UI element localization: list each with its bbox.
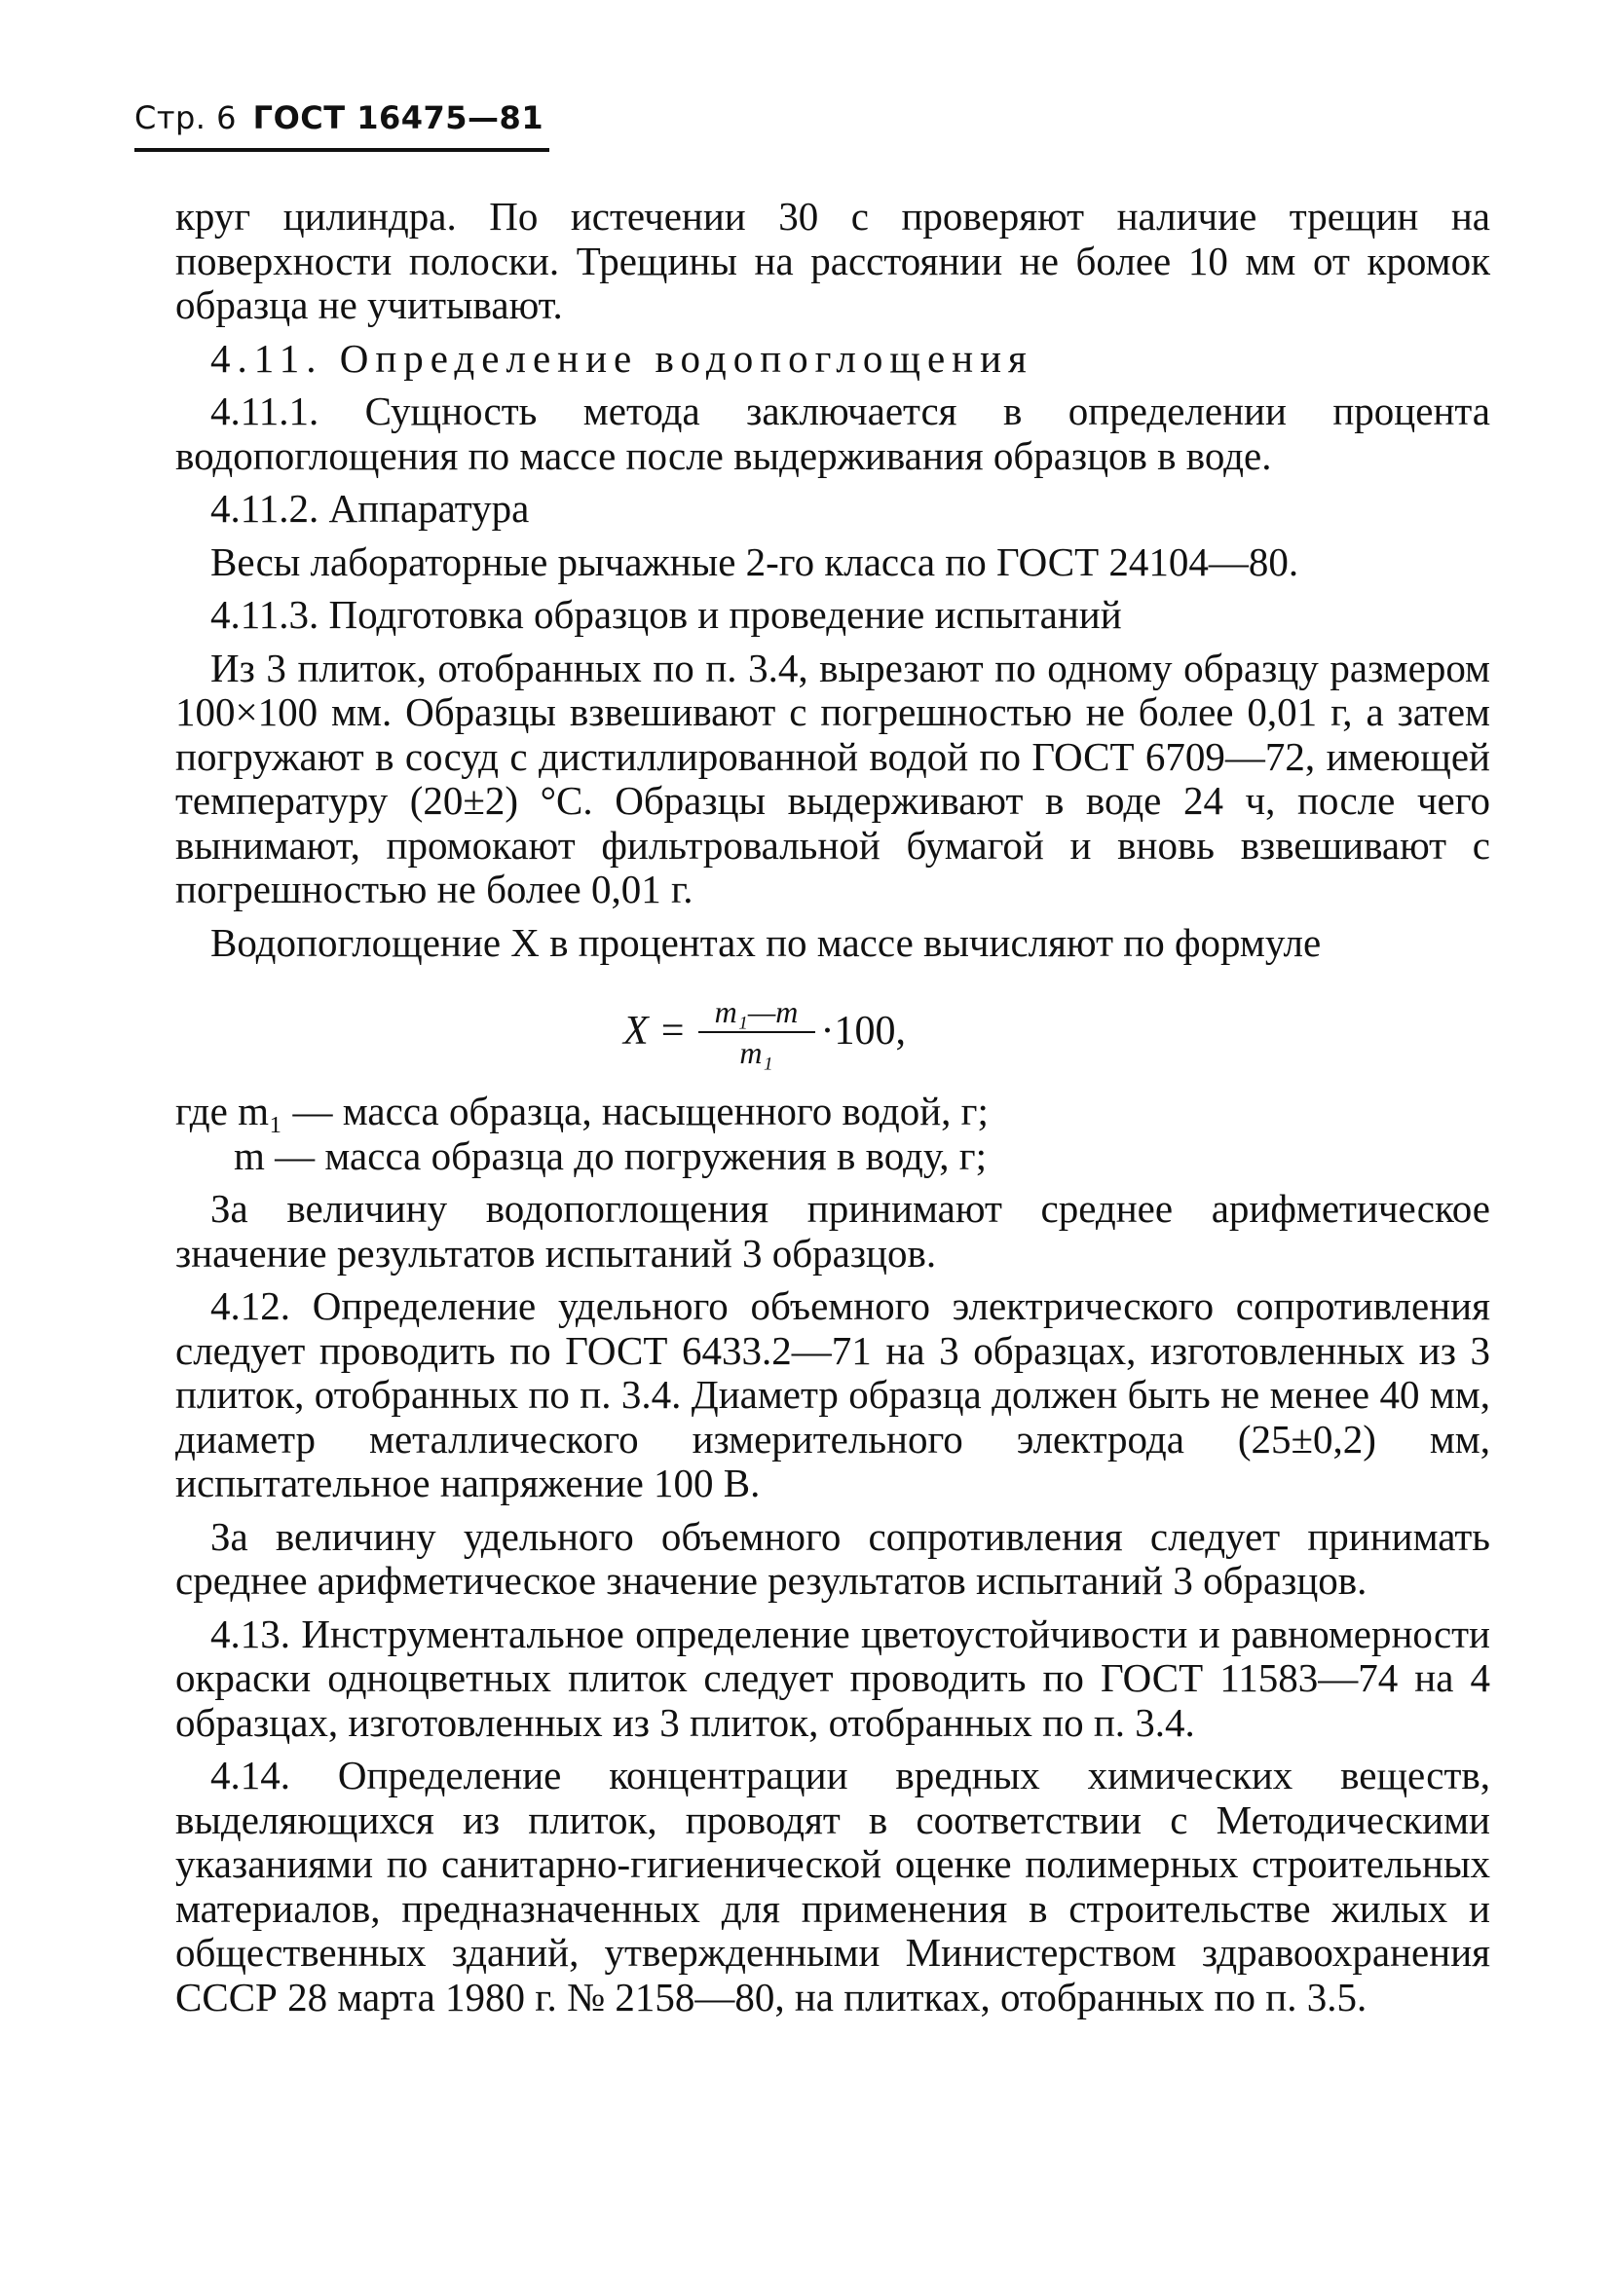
document-body (175, 195, 1490, 2019)
paragraph-4-13: 4.13. Инструментальное определение цветоустойчивости и равномерности окраски одноцветных плиток следует проводить по ГОСТ 11583—74 на 4 образцах, изготовленных из 3 плиток, отобранных по п. 3.4. (175, 1611, 1490, 1745)
formula-fraction (698, 992, 815, 1072)
definition-m: m — масса образца до погружения в воду, г; (234, 1132, 987, 1178)
formula-block (175, 979, 1490, 1088)
paragraph-4-11-1: 4.11.1. Сущность метода заключается в определении процента водопоглощения по массе после выдерживания образцов в воде. (175, 389, 1490, 478)
water-absorption-formula (623, 992, 906, 1072)
paragraph-average-resistance: За величину удельного объемного сопротивления следует принимать среднее арифметическое значение результатов испытаний 3 образцов. (175, 1513, 1490, 1603)
formula-denominator: m₁ (739, 1035, 773, 1070)
subheading-4-11-2: 4.11.2. Аппаратура (210, 486, 530, 531)
formula-numerator: m₁—m (714, 994, 799, 1029)
paragraph-average-absorption: За величину водопоглощения принимают среднее арифметическое значение результатов испытаний 3 образцов. (175, 1186, 1490, 1276)
paragraph-apparatus: Весы лабораторные рычажные 2-го класса по ГОСТ 24104—80. (210, 538, 1299, 584)
definition-m1: где m₁ — масса образца, насыщенного водой, г; (175, 1089, 989, 1133)
formula-lhs: X = (623, 1009, 687, 1055)
paragraph-4-14: 4.14. Определение концентрации вредных химических веществ, выделяющихся из плиток, проводят в соответствии с Методическими указаниями по санитарно-гигиенической оценке полимерных строительных материалов, предназначенных для применения в строительстве жилых и общественных зданий, утвержденными Министерством здравоохранения СССР 28 марта 1980 г. № 2158—80, на плитках, отобранных по п. 3.5. (175, 1753, 1490, 2019)
page-header (134, 99, 543, 136)
header-rule (134, 148, 549, 152)
paragraph-4-12: 4.12. Определение удельного объемного электрического сопротивления следует проводить по ГОСТ 6433.2—71 на 3 образцах, изготовленных из 3 плиток, отобранных по п. 3.4. Диаметр образца должен быть не менее 40 мм, диаметр металлического измерительного электрода (25±0,2) мм, испытательное напряжение 100 В. (175, 1283, 1490, 1505)
paragraph-sample-prep: Из 3 плиток, отобранных по п. 3.4, вырезают по одному образцу размером 100×100 мм. Образцы взвешивают с погрешностью не более 0,01 г, а затем погружают в сосуд с дистиллированной водой по ГОСТ 6709—72, имеющей температуру (20±2) °С. Образцы выдерживают в воде 24 ч, после чего вынимают, промокают фильтровальной бумагой и вновь взвешивают с погрешностью не более 0,01 г. (175, 645, 1490, 911)
formula-tail: ·100, (820, 1009, 906, 1055)
paragraph-formula-intro: Водопоглощение X в процентах по массе вычисляют по формуле (210, 919, 1322, 965)
section-heading-4-11: 4.11. Определение водопоглощения (210, 335, 1033, 381)
paragraph-continuation: круг цилиндра. По истечении 30 с проверяют наличие трещин на поверхности полоски. Трещины на расстоянии не более 10 мм от кромок образца не учитывают. (175, 194, 1490, 327)
subheading-4-11-3: 4.11.3. Подготовка образцов и проведение испытаний (210, 592, 1122, 637)
document-code: ГОСТ 16475—81 (252, 99, 544, 136)
page-number-label: Стр. 6 (134, 99, 237, 136)
